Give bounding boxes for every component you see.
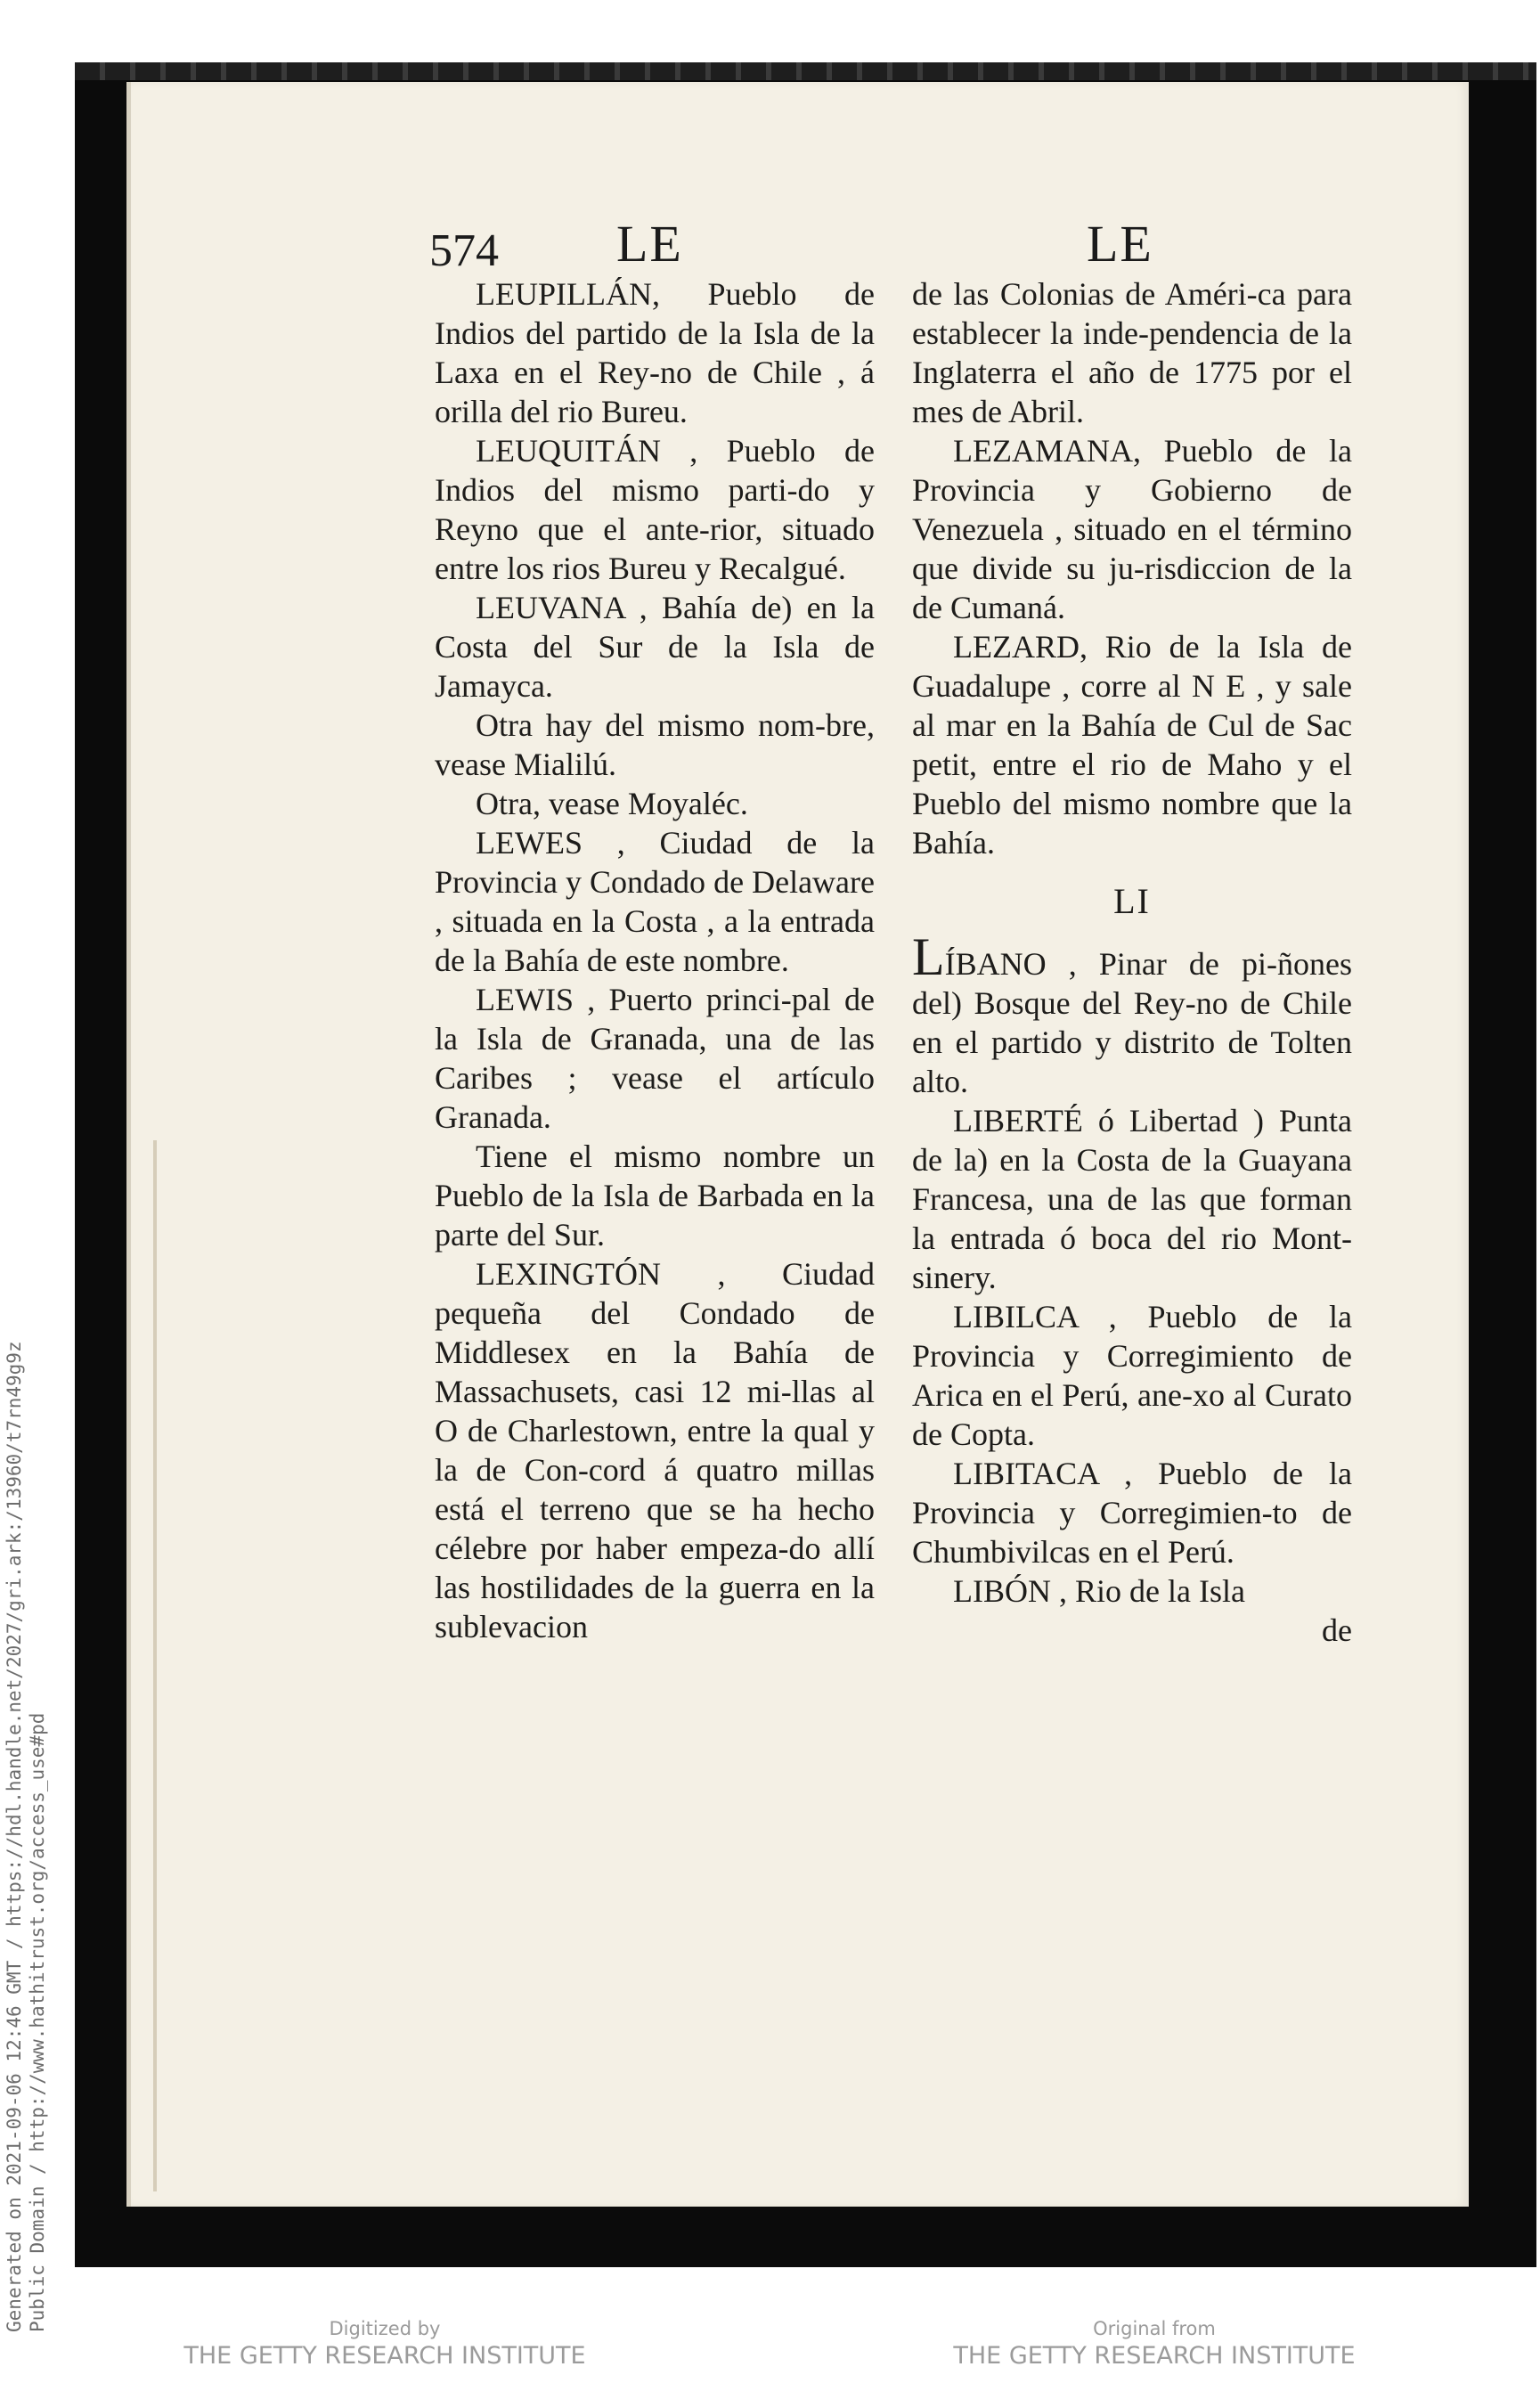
footer-digitized-label: Digitized by: [329, 2318, 441, 2339]
entry-lezard: LEZARD, Rio de la Isla de Guadalupe , corre al N E , y sale al mar en la Bahía de Cul de Sac petit, entre el rio de Maho y el Pueblo del mismo nombre que la Bahía.: [912, 629, 1352, 861]
scan-top-edge: [75, 62, 1536, 80]
section-heading-li: LI: [1113, 881, 1151, 921]
margin-rights-line: Public Domain / http://www.hathitrust.org/access_use#pd: [27, 1712, 48, 2332]
entry-otra-moyalec: Otra, vease Moyaléc.: [476, 786, 748, 821]
page-number: 574: [429, 225, 499, 276]
entry-lexington: LEXINGTÓN , Ciudad pequeña del Condado de Middlesex en la Bahía de Massachusets, casi 12 mi-llas al O de Charlestown, entre la qual y la de Con-cord á quatro millas está el terreno que se ha hecho célebre por haber empeza-do allí las hostilidades de la guerra en la sublevacion: [435, 1256, 875, 1644]
running-head-right: LE: [1087, 215, 1153, 273]
entry-liberte: LIBERTÉ ó Libertad ) Punta de la) en la Costa de la Guayana Francesa, una de las que forman la entrada ó boca del rio Mont-sinery.: [912, 1103, 1352, 1295]
entry-libano: [912, 927, 1352, 1101]
margin-watermark: [2, 1140, 73, 2334]
margin-generated-line: Generated on 2021-09-06 12:46 GMT / https://hdl.handle.net/2027/gri.ark:/13960/t7rn49g9z: [4, 1341, 25, 2332]
entry-leupillan: LEUPILLÁN, Pueblo de Indios del partido de la Isla de la Laxa en el Rey-no de Chile , á orilla del rio Bureu.: [435, 276, 875, 429]
entry-libon: LIBÓN , Rio de la Isla: [953, 1573, 1245, 1609]
entry-lewes: LEWES , Ciudad de la Provincia y Condado de Delaware , situada en la Costa , a la entrada de la Bahía de este nombre.: [435, 825, 875, 978]
entry-libitaca: LIBITACA , Pueblo de la Provincia y Corregimien-to de Chumbivilcas en el Perú.: [912, 1456, 1352, 1570]
entry-libilca: LIBILCA , Pueblo de la Provincia y Corregimiento de Arica en el Perú, ane-xo al Curato de Copta.: [912, 1299, 1352, 1452]
footer-digitized: [0, 2316, 770, 2371]
entry-lexington-continued: de las Colonias de Améri-ca para establecer la inde-pendencia de la Inglaterra el año de 1775 por el mes de Abril.: [912, 276, 1352, 429]
entry-libano-text: ÍBANO , Pinar de pi-ñones del) Bosque del Rey-no de Chile en el partido y distrito de Tolten alto.: [912, 946, 1352, 1099]
footer-original: [770, 2316, 1539, 2371]
entry-lezamana: LEZAMANA, Pueblo de la Provincia y Gobierno de Venezuela , situado en el término que divide su ju-risdiccion de la de Cumaná.: [912, 433, 1352, 625]
catchword: de: [1322, 1612, 1352, 1648]
right-column: [912, 274, 1352, 1650]
entry-leuquitan: LEUQUITÁN , Pueblo de Indios del mismo parti-do y Reyno que el ante-rior, situado entre los rios Bureu y Recalgué.: [435, 433, 875, 586]
entry-lewis: LEWIS , Puerto princi-pal de la Isla de Granada, una de las Caribes ; vease el artículo Granada.: [435, 982, 875, 1135]
dropcap-letter: L: [912, 927, 945, 986]
footer-original-institution: THE GETTY RESEARCH INSTITUTE: [953, 2342, 1356, 2370]
page-spine-shadow: [153, 1140, 157, 2191]
footer-original-label: Original from: [1093, 2318, 1216, 2339]
entry-otra-mialilu: Otra hay del mismo nom-bre, vease Mialilú.: [435, 707, 875, 782]
entry-leuvana: LEUVANA , Bahía de) en la Costa del Sur de la Isla de Jamayca.: [435, 590, 875, 704]
left-column: [435, 274, 875, 1646]
running-head-left: LE: [616, 215, 683, 273]
entry-tiene-barbada: Tiene el mismo nombre un Pueblo de la Isla de Barbada en la parte del Sur.: [435, 1138, 875, 1253]
footer-digitized-institution: THE GETTY RESEARCH INSTITUTE: [183, 2342, 586, 2370]
